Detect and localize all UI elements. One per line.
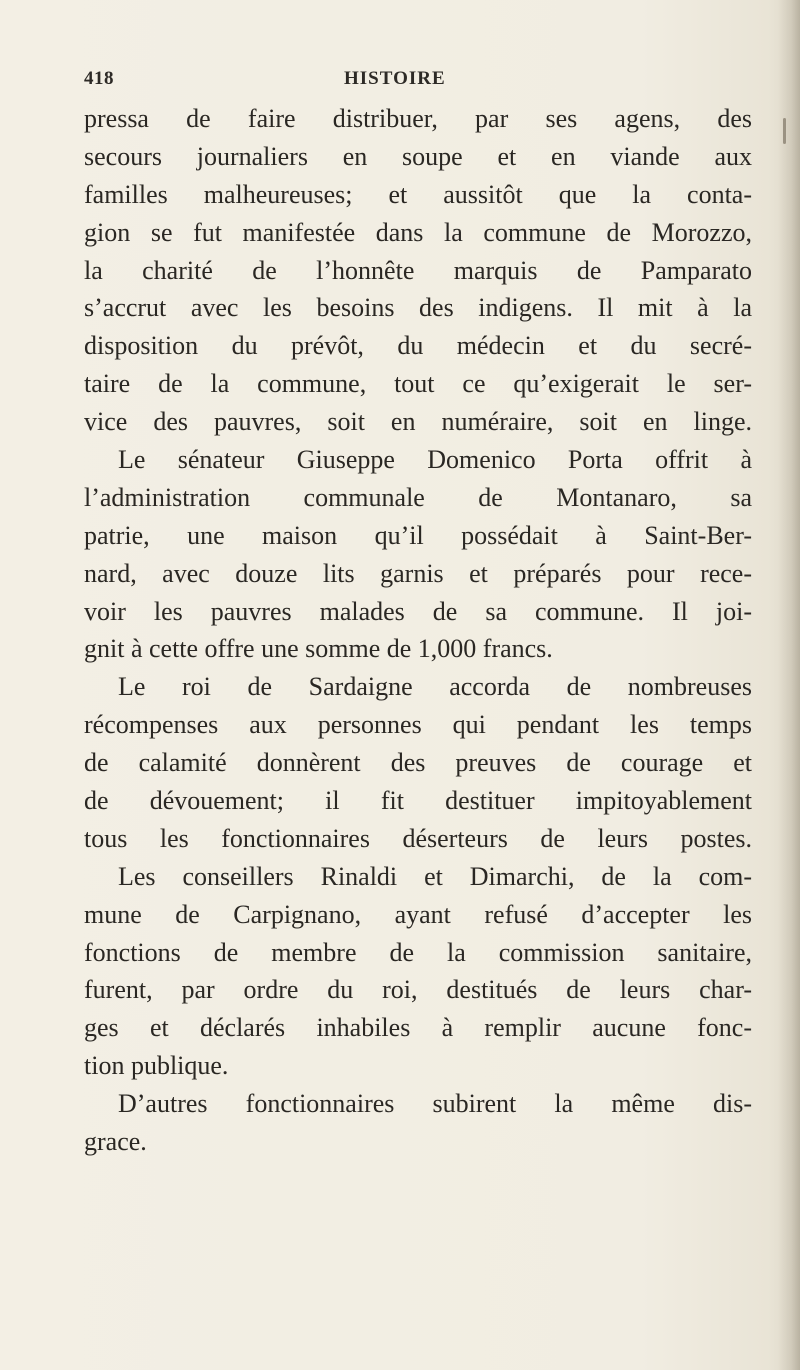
text-line: tous les fonctionnaires déserteurs de leurs postes. xyxy=(84,823,752,853)
text-line: mune de Carpignano, ayant refusé d’accepter les xyxy=(84,899,752,929)
paragraph-start-line: Le sénateur Giuseppe Domenico Porta offrit à xyxy=(118,445,752,475)
paragraph-start-line: Les conseillers Rinaldi et Dimarchi, de la com- xyxy=(118,861,752,891)
page-edge-shadow xyxy=(778,0,800,1370)
running-title: HISTOIRE xyxy=(344,68,446,89)
body-text xyxy=(84,100,752,1161)
text-line: l’administration communale de Montanaro, sa xyxy=(84,482,752,512)
paragraph-start-line: D’autres fonctionnaires subirent la même dis- xyxy=(118,1089,752,1119)
text-line: tion publique. xyxy=(84,1051,229,1081)
text-line: taire de la commune, tout ce qu’exigerait le ser- xyxy=(84,369,752,399)
text-line: secours journaliers en soupe et en viande aux xyxy=(84,141,752,171)
text-line: fonctions de membre de la commission sanitaire, xyxy=(84,937,752,967)
text-line: grace. xyxy=(84,1127,147,1157)
text-line: récompenses aux personnes qui pendant les temps xyxy=(84,710,752,740)
text-line: familles malheureuses; et aussitôt que la conta- xyxy=(84,179,752,209)
text-line: pressa de faire distribuer, par ses agens, des xyxy=(84,104,752,133)
text-line: de calamité donnèrent des preuves de courage et xyxy=(84,748,752,778)
text-line: de dévouement; il fit destituer impitoyablement xyxy=(84,786,752,816)
text-line: nard, avec douze lits garnis et préparés pour rece- xyxy=(84,558,752,588)
text-line: disposition du prévôt, du médecin et du secré- xyxy=(84,331,752,361)
text-line: patrie, une maison qu’il possédait à Saint-Ber- xyxy=(84,520,752,550)
page-number: 418 xyxy=(84,68,114,89)
text-line: furent, par ordre du roi, destitués de leurs char- xyxy=(84,975,752,1005)
paragraph-start-line: Le roi de Sardaigne accorda de nombreuses xyxy=(118,672,752,702)
text-line: gion se fut manifestée dans la commune de Morozzo, xyxy=(84,217,752,247)
page-edge-mark xyxy=(783,118,786,144)
text-line: s’accrut avec les besoins des indigens. Il mit à la xyxy=(84,293,752,323)
text-line: voir les pauvres malades de sa commune. Il joi- xyxy=(84,596,752,626)
running-header xyxy=(84,68,744,98)
text-line: gnit à cette offre une somme de 1,000 francs. xyxy=(84,634,553,664)
text-line: vice des pauvres, soit en numéraire, soit en linge. xyxy=(84,407,752,437)
text-line: la charité de l’honnête marquis de Pamparato xyxy=(84,255,752,285)
text-line: ges et déclarés inhabiles à remplir aucune fonc- xyxy=(84,1013,752,1043)
